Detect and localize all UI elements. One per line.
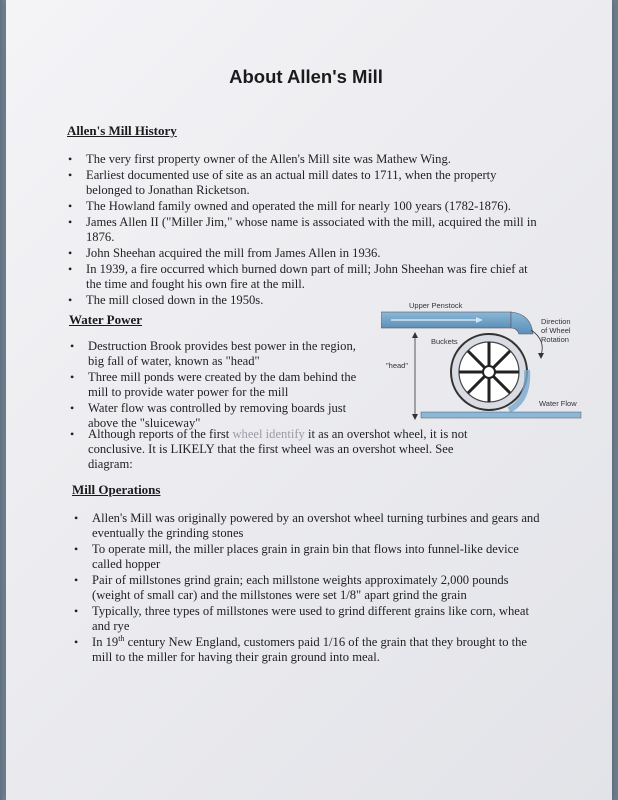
operations-heading: Mill Operations [72,482,161,497]
list-item: • Allen's Mill was originally powered by an overshot wheel turning turbines and gears and eventually the grinding stones [72,511,550,541]
list-item: • In 1939, a fire occurred which burned down part of mill; John Sheehan was fire chief at the time and fought his own fire at the mill. [66,262,544,292]
page-title: About Allen's Mill [229,66,383,87]
list-item: • The Howland family owned and operated the mill for nearly 100 years (1782-1876). [66,199,544,214]
list-item: • Although reports of the first wheel identify it as an overshot wheel, it is not conclusive. It is LIKELY that the first wheel was an overshot wheel. See diagram: [68,427,478,472]
list-item: • To operate mill, the miller places grain in grain bin that flows into funnel-like device called hopper [72,542,550,572]
rotation-arrow-head-icon [538,353,544,359]
list-item: • Water flow was controlled by removing boards just above the "sluiceway" [68,401,368,431]
label-water-flow: Water Flow [539,399,577,408]
history-heading: Allen's Mill History [67,123,177,138]
list-item: • Three mill ponds were created by the dam behind the mill to provide water power for the mill [68,370,368,400]
history-list [66,152,544,309]
list-item: • Destruction Brook provides best power in the region, big fall of water, known as "head" [68,339,368,369]
list-item: • James Allen II ("Miller Jim," whose name is associated with the mill, acquired the mill in 1876. [66,215,544,245]
head-arrow-down-icon [412,414,418,420]
label-buckets: Buckets [431,337,458,346]
label-upper-penstock: Upper Penstock [409,301,463,310]
list-item: • John Sheehan acquired the mill from James Allen in 1936. [66,246,544,261]
water-power-list [68,339,368,432]
list-item: • The very first property owner of the Allen's Mill site was Mathew Wing. [66,152,544,167]
overshot-water-wheel-diagram [381,300,586,430]
list-item: • Pair of millstones grind grain; each millstone weights approximately 2,000 pounds (weight of small car) and the millstones were set 1/8" apart grind the grain [72,573,550,603]
head-arrow-up-icon [412,332,418,338]
label-direction-2: of Wheel [541,326,571,335]
water-power-list-continued [68,427,478,473]
document-page [6,0,612,800]
wheel-hub-icon [483,366,495,378]
list-item: • In 19th century New England, customers paid 1/16 of the grain that they brought to the mill to the miller for having their grain ground into meal. [72,635,550,665]
operations-list [72,511,550,666]
label-direction-3: Rotation [541,335,569,344]
list-item: • Earliest documented use of site as an actual mill dates to 1711, when the property belonged to Jonathan Ricketson. [66,168,544,198]
tailrace-shape [421,412,581,418]
water-power-heading: Water Power [69,312,143,327]
list-item: • Typically, three types of millstones were used to grind different grains like corn, wheat and rye [72,604,550,634]
list-item: • The mill closed down in the 1950s. [66,293,544,308]
sluice-shape [511,312,533,334]
label-direction-1: Direction [541,317,571,326]
label-head: "head" [386,361,409,370]
